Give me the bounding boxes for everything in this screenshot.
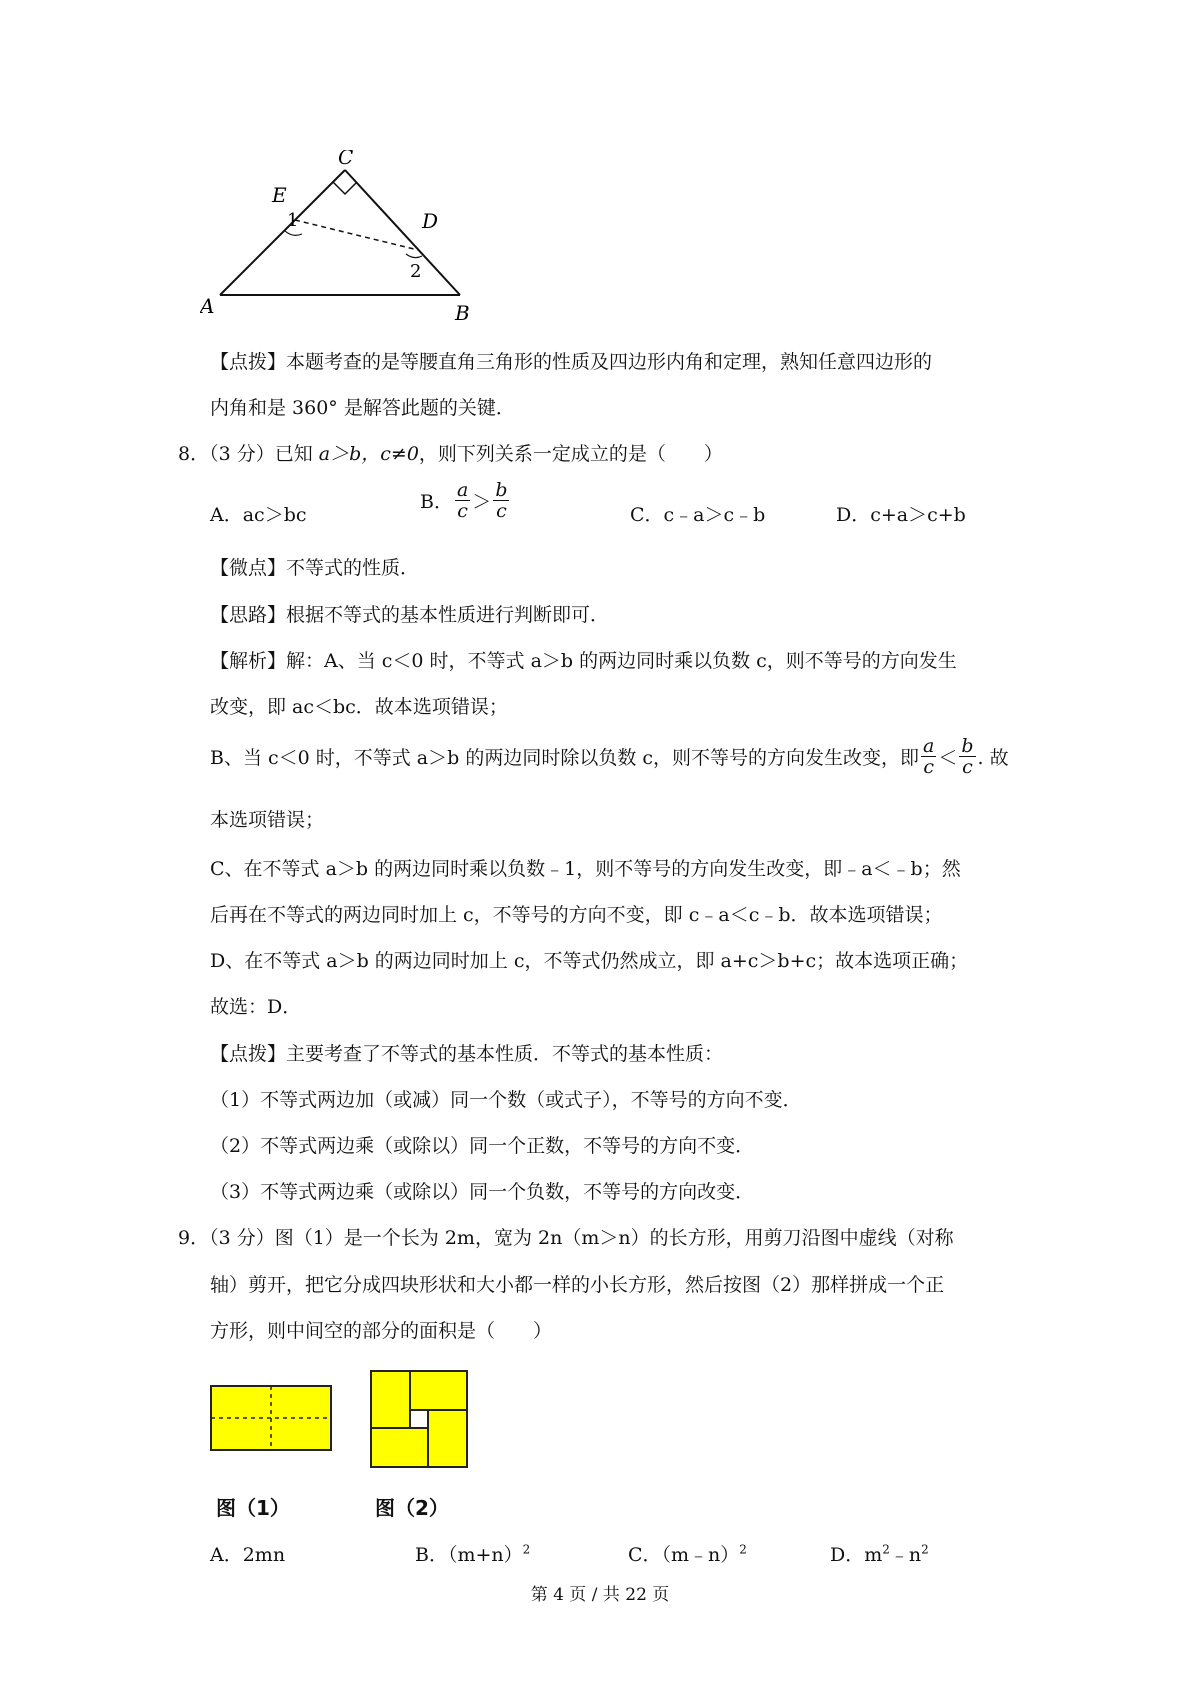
figure-1-label: 图（1） — [216, 1496, 290, 1520]
q8-stem — [178, 440, 723, 468]
q8-jiexi-c-1: C、在不等式 a＞b 的两边同时乘以负数﹣1，则不等号的方向发生改变，即﹣a＜﹣b；然 — [210, 858, 961, 880]
q8-rule-2: （2）不等式两边乘（或除以）同一个正数，不等号的方向不变． — [210, 1135, 755, 1157]
q8-jiexi-b-text: B、当 c＜0 时，不等式 a＞b 的两边同时除以负数 c，则不等号的方向发生改变，即 — [210, 747, 920, 769]
q8-option-b — [420, 480, 511, 521]
q9-line1: 9．（3 分）图（1）是一个长为 2m，宽为 2n（m＞n）的长方形，用剪刀沿图中虚线（对称 — [178, 1227, 954, 1249]
fraction-a-over-c: $\frac{a}{c}$ — [456, 479, 469, 522]
q8-jiexi-b-lt: ＜ — [938, 747, 958, 769]
q9-option-c: C．（m﹣n）$^2$ — [628, 1542, 747, 1566]
q8-option-c: C．c﹣a＞c﹣b — [630, 504, 766, 526]
q8-rule-3: （3）不等式两边乘（或除以）同一个负数，不等号的方向改变． — [210, 1181, 755, 1203]
q9-line2: 轴）剪开，把它分成四块形状和大小都一样的小长方形，然后按图（2）那样拼成一个正 — [210, 1274, 945, 1296]
q8-stem-condition: a＞b，c≠0 — [318, 443, 419, 465]
label-angle-1: 1 — [287, 210, 299, 231]
page-footer: 第 4 页 / 共 22 页 — [530, 1585, 670, 1605]
q8-option-d: D．c+a＞c+b — [836, 504, 966, 526]
label-b: B — [455, 301, 470, 325]
q9-option-b: B．$(m+n)^2$ — [415, 1542, 531, 1566]
q8-jiexi-d: D、在不等式 a＞b 的两边同时加上 c，不等式仍然成立，即 a+c＞b+c；故本选项正确； — [210, 950, 969, 972]
q8-stem-pre: 8．（3 分）已知 — [178, 443, 319, 465]
q9-line3: 方形，则中间空的部分的面积是（ ） — [210, 1320, 553, 1342]
q8-jiexi-b-post: . 故 — [977, 747, 1009, 769]
q7-tip-line1: 【点拨】本题考查的是等腰直角三角形的性质及四边形内角和定理，熟知任意四边形的 — [210, 351, 933, 373]
q8-jiexi-b-2: 本选项错误； — [210, 809, 325, 831]
fraction-a-over-c-2: $\frac{a}{c}$ — [923, 735, 935, 778]
figure-1-rectangle — [210, 1385, 332, 1451]
q8-jiexi-2: 改变，即 ac＜bc．故本选项错误； — [210, 696, 508, 718]
fraction-b-over-c-2: $\frac{b}{c}$ — [961, 735, 974, 778]
q8-weidian: 【微点】不等式的性质． — [210, 557, 420, 579]
q8-jiexi-1: 【解析】解：A、当 c＜0 时，不等式 a＞b 的两边同时乘以负数 c，则不等号的方向发生 — [210, 650, 957, 672]
figure-2-square — [370, 1370, 468, 1468]
q8-answer: 故选：D． — [210, 996, 302, 1018]
label-a: A — [200, 294, 215, 318]
q8-tip: 【点拨】主要考查了不等式的基本性质．不等式的基本性质： — [210, 1043, 724, 1065]
triangle-figure — [200, 150, 490, 325]
fraction-b-over-c: $\frac{b}{c}$ — [495, 479, 508, 522]
label-c: C — [338, 150, 354, 169]
q8-stem-post: ，则下列关系一定成立的是（ ） — [418, 443, 723, 465]
figure-2-label: 图（2） — [375, 1496, 449, 1520]
label-e: E — [272, 183, 287, 207]
label-angle-2: 2 — [410, 261, 422, 282]
q8-silu: 【思路】根据不等式的基本性质进行判断即可． — [210, 604, 610, 626]
q8-option-a: A．ac＞bc — [210, 504, 307, 526]
q8-jiexi-b — [210, 736, 1009, 777]
label-d: D — [422, 209, 439, 233]
q7-tip-line2: 内角和是 360° 是解答此题的关键． — [210, 397, 515, 419]
q8-option-b-gt: ＞ — [472, 491, 492, 513]
q8-rule-1: （1）不等式两边加（或减）同一个数（或式子），不等号的方向不变． — [210, 1089, 802, 1111]
q8-jiexi-c-2: 后再在不等式的两边同时加上 c，不等号的方向不变，即 c﹣a＜c﹣b．故本选项错误； — [210, 904, 943, 926]
q9-option-d: D．$m^2﹣n^2$ — [830, 1542, 929, 1566]
q8-option-b-prefix: B． — [420, 491, 453, 513]
q9-option-a: A．2mn — [210, 1544, 286, 1566]
